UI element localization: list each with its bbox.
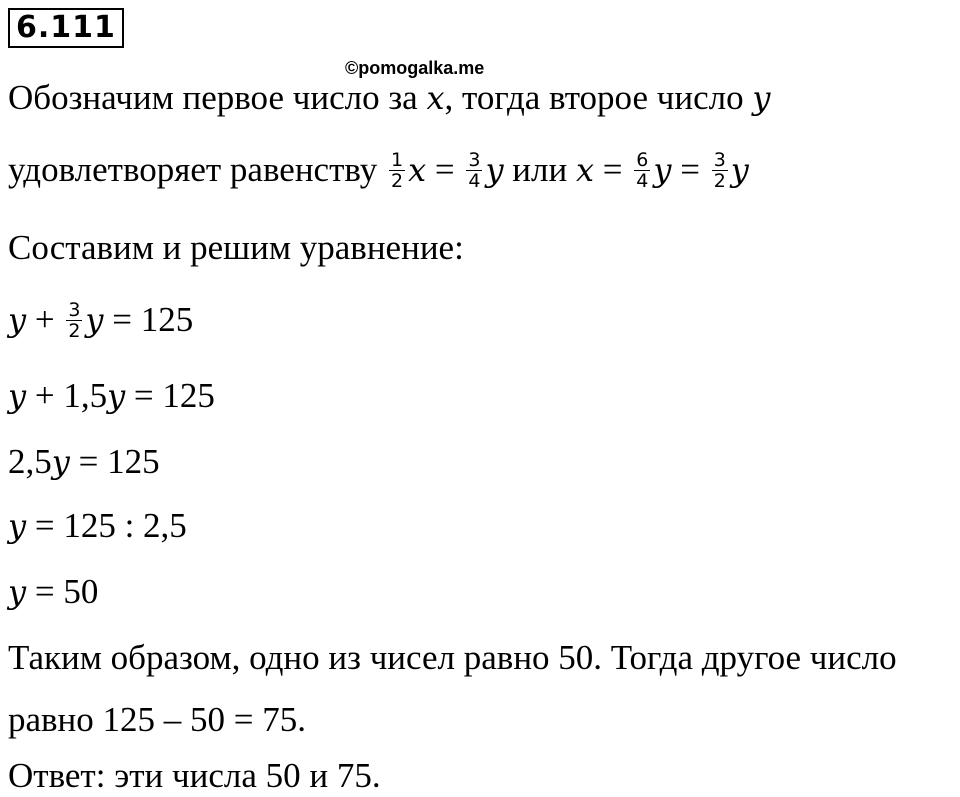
equation-2 <box>8 376 215 416</box>
var-y: y <box>730 151 749 189</box>
fraction-6-4 <box>634 150 650 191</box>
text: Обозначим первое число за <box>8 78 427 117</box>
rest: = 125 <box>103 300 194 339</box>
or-text: или <box>503 150 576 189</box>
var-y: y <box>8 301 27 339</box>
fraction-3-2 <box>712 150 728 191</box>
intro-line-1 <box>8 78 770 118</box>
denominator: 2 <box>713 170 726 193</box>
intro-line-2 <box>8 150 749 193</box>
equals: = <box>594 150 632 189</box>
var-y: y <box>85 301 104 339</box>
coefficient: 2,5 <box>8 442 52 481</box>
fraction-1-2 <box>389 150 405 191</box>
numerator: 3 <box>468 149 481 172</box>
compose-line: Составим и решим уравнение: <box>8 228 464 267</box>
var-x: x <box>426 79 445 117</box>
fraction-3-4 <box>466 150 482 191</box>
equation-1 <box>8 300 193 343</box>
equals: = <box>426 150 464 189</box>
denominator: 2 <box>68 320 81 343</box>
rest: = 50 <box>26 572 99 611</box>
equation-5 <box>8 572 98 612</box>
watermark: ©pomogalka.me <box>345 58 485 78</box>
text: удовлетворяет равенству <box>8 150 386 189</box>
problem-number: 6.111 <box>8 8 124 48</box>
var-y: y <box>485 151 504 189</box>
var-x: x <box>408 151 427 189</box>
rest: = 125 <box>125 376 215 415</box>
fraction-3-2 <box>66 300 82 341</box>
equals: = <box>671 150 709 189</box>
denominator: 4 <box>468 170 481 193</box>
plus: + <box>26 300 64 339</box>
denominator: 2 <box>390 170 404 193</box>
var-x: x <box>575 151 595 189</box>
denominator: 4 <box>636 170 649 193</box>
var-y: y <box>8 573 27 611</box>
mid: + 1,5 <box>26 376 108 415</box>
conclusion-line-1: Таким образом, одно из чисел равно 50. Тогда другое число <box>8 638 897 677</box>
rest: = 125 <box>69 442 160 481</box>
var-y: y <box>107 377 126 415</box>
numerator: 3 <box>713 149 726 172</box>
equation-4 <box>8 506 187 546</box>
numerator: 3 <box>68 299 81 322</box>
var-y: y <box>8 377 27 415</box>
var-y: y <box>8 507 27 545</box>
var-y: y <box>752 79 771 117</box>
var-y: y <box>51 443 70 481</box>
numerator: 6 <box>636 149 649 172</box>
rest: = 125 : 2,5 <box>26 506 187 545</box>
equation-3 <box>8 442 160 482</box>
conclusion-line-2: равно 125 – 50 = 75. <box>8 700 307 739</box>
answer-line: Ответ: эти числа 50 и 75. <box>8 756 381 795</box>
var-y: y <box>653 151 672 189</box>
text: , тогда второе число <box>444 78 753 117</box>
numerator: 1 <box>390 149 404 172</box>
